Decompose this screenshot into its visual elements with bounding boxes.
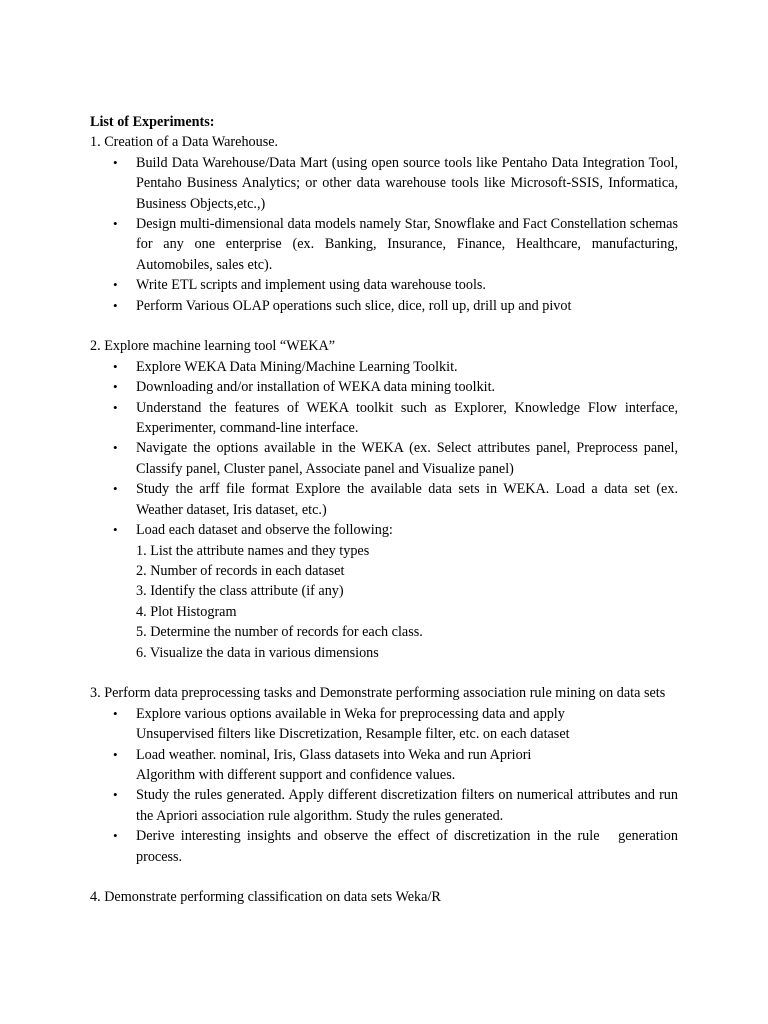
bullet-icon: • bbox=[113, 481, 118, 497]
list-item-text-line: Explore various options available in Weka for preprocessing data and apply bbox=[136, 705, 565, 722]
bullet-icon: • bbox=[113, 828, 118, 844]
bullet-list bbox=[90, 704, 682, 867]
list-item bbox=[90, 745, 678, 786]
list-item-text-line: Load weather. nominal, Iris, Glass datasets into Weka and run Apriori bbox=[136, 746, 532, 763]
section-2 bbox=[90, 336, 678, 663]
paragraph-gap bbox=[90, 867, 678, 887]
list-item-text: Build Data Warehouse/Data Mart (using open source tools like Pentaho Data Integration Tool, Pentaho Business Analytics; or other data warehouse tools like Microsoft-SSIS, Informatica, Business Objects,etc.,) bbox=[136, 154, 678, 212]
list-item bbox=[90, 357, 678, 377]
sublist-item: 4. Plot Histogram bbox=[136, 603, 237, 620]
list-item-text: Downloading and/or installation of WEKA data mining toolkit. bbox=[136, 379, 496, 396]
bullet-icon: • bbox=[113, 522, 118, 538]
bullet-list bbox=[90, 357, 678, 663]
list-item bbox=[90, 520, 678, 663]
list-item bbox=[90, 479, 678, 520]
sublist-item: 5. Determine the number of records for each class. bbox=[136, 624, 423, 641]
section-title: 2. Explore machine learning tool “WEKA” bbox=[90, 338, 336, 355]
list-item bbox=[90, 704, 678, 745]
list-item-text: Write ETL scripts and implement using data warehouse tools. bbox=[136, 277, 486, 294]
section-title: 1. Creation of a Data Warehouse. bbox=[90, 134, 279, 151]
bullet-icon: • bbox=[113, 216, 118, 232]
list-item bbox=[90, 398, 678, 439]
bullet-icon: • bbox=[113, 705, 118, 721]
numbered-sublist bbox=[136, 541, 678, 663]
list-item-text-line: Algorithm with different support and confidence values. bbox=[136, 766, 456, 783]
list-item bbox=[90, 275, 678, 295]
paragraph-gap bbox=[90, 316, 678, 336]
list-item-text: Derive interesting insights and observe the effect of discretization in the rule generation process. bbox=[136, 828, 682, 865]
list-item-text: Study the arff file format Explore the available data sets in WEKA. Load a data set (ex. Weather dataset, Iris dataset, etc.) bbox=[136, 481, 678, 518]
section-title: 4. Demonstrate performing classification on data sets Weka/R bbox=[90, 889, 441, 906]
bullet-icon: • bbox=[113, 154, 118, 170]
bullet-icon: • bbox=[113, 399, 118, 415]
paragraph-gap bbox=[90, 663, 678, 683]
bullet-icon: • bbox=[113, 746, 118, 762]
section-3 bbox=[90, 683, 682, 867]
list-item-text: Design multi-dimensional data models namely Star, Snowflake and Fact Constellation schemas for any one enterprise (ex. Banking, Insurance, Finance, Healthcare, manufacturing, Automobiles, sales etc). bbox=[136, 216, 678, 273]
list-item bbox=[90, 377, 678, 397]
list-item-text: Understand the features of WEKA toolkit such as Explorer, Knowledge Flow interface, Experimenter, command-line interface. bbox=[136, 399, 678, 437]
sublist-item: 6. Visualize the data in various dimensions bbox=[136, 644, 379, 661]
bullet-icon: • bbox=[113, 440, 118, 456]
bullet-icon: • bbox=[113, 277, 118, 293]
document-page bbox=[90, 112, 682, 908]
bullet-list bbox=[90, 153, 678, 316]
bullet-icon: • bbox=[113, 358, 118, 374]
list-item-text: Load each dataset and observe the following: bbox=[136, 522, 393, 539]
bullet-icon: • bbox=[113, 379, 118, 395]
list-item bbox=[90, 438, 678, 479]
list-item-text: Explore WEKA Data Mining/Machine Learning Toolkit. bbox=[136, 358, 458, 375]
list-item bbox=[90, 214, 678, 275]
page-heading: List of Experiments: bbox=[90, 114, 215, 130]
section-4 bbox=[90, 887, 678, 907]
list-item bbox=[90, 826, 682, 867]
list-item-text: Perform Various OLAP operations such slice, dice, roll up, drill up and pivot bbox=[136, 297, 572, 314]
list-item bbox=[90, 785, 678, 826]
list-item bbox=[90, 153, 678, 214]
list-item bbox=[90, 296, 678, 316]
list-item-text: Navigate the options available in the WEKA (ex. Select attributes panel, Preprocess panel, Classify panel, Cluster panel, Associate panel and Visualize panel) bbox=[136, 440, 678, 477]
list-item-text: Study the rules generated. Apply different discretization filters on numerical attributes and run the Apriori association rule algorithm. Study the rules generated. bbox=[136, 787, 678, 824]
list-item-text-line: Unsupervised filters like Discretization, Resample filter, etc. on each dataset bbox=[136, 726, 570, 743]
section-1 bbox=[90, 132, 678, 316]
section-title: 3. Perform data preprocessing tasks and Demonstrate performing association rule mining on data sets bbox=[90, 685, 666, 702]
sublist-item: 1. List the attribute names and they types bbox=[136, 542, 370, 559]
sublist-item: 2. Number of records in each dataset bbox=[136, 562, 345, 579]
sublist-item: 3. Identify the class attribute (if any) bbox=[136, 583, 344, 600]
bullet-icon: • bbox=[113, 787, 118, 803]
bullet-icon: • bbox=[113, 297, 118, 313]
